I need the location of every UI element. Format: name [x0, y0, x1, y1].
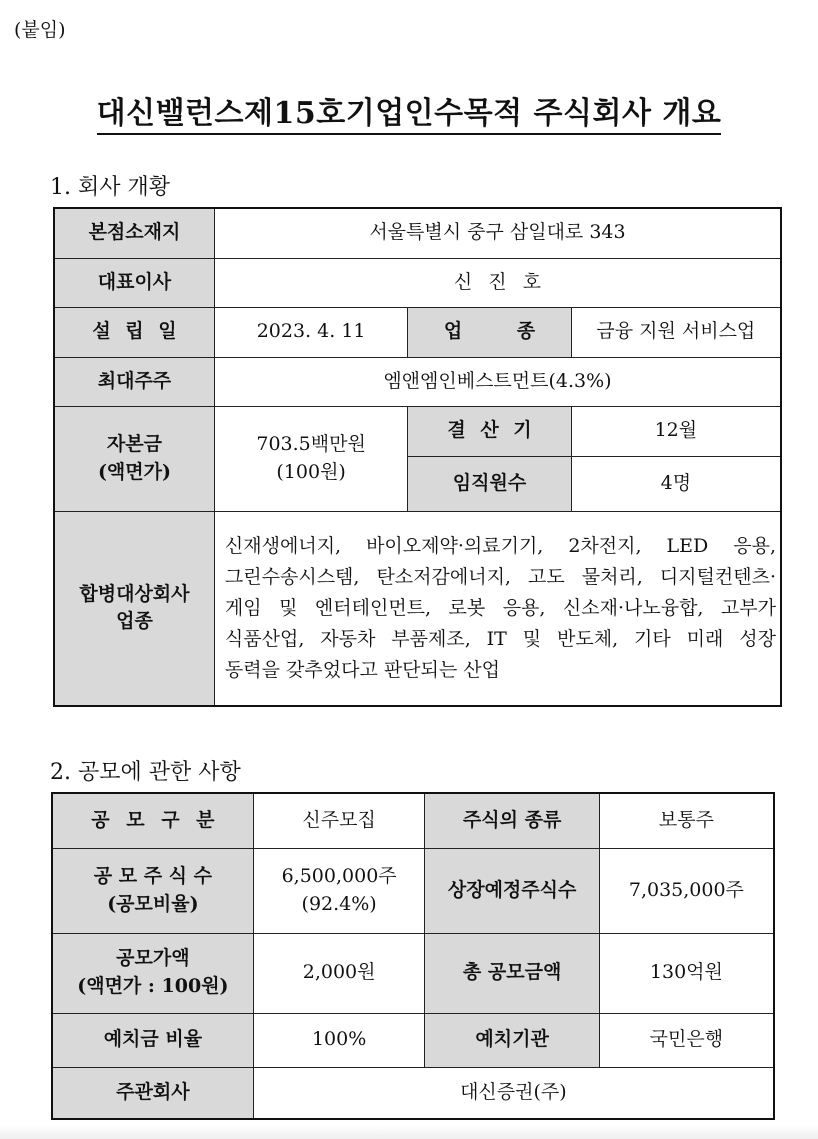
listed-shares-value: 7,035,000주	[599, 848, 774, 933]
section1-heading: 1. 회사 개황	[50, 175, 170, 200]
hq-value: 서울특별시 중구 삼일대로 343	[214, 208, 781, 258]
major-holder-value: 엠앤엠인베스트먼트(4.3%)	[214, 357, 781, 406]
offering-price-label	[52, 933, 253, 1013]
fiscal-value: 12월	[571, 406, 781, 456]
merger-industries	[214, 511, 781, 706]
row-founded	[54, 307, 781, 357]
merger-line: 식품산업, 자동차 부품제조, IT 및 반도체, 기타 미래 성장	[224, 627, 776, 650]
underwriter-value: 대신증권(주)	[253, 1067, 774, 1119]
row-deposit	[52, 1013, 774, 1067]
row-major-holder	[54, 357, 781, 406]
company-overview-table	[53, 207, 782, 707]
merger-label-line1: 합병대상회사	[79, 582, 190, 605]
offering-type-value: 신주모집	[253, 793, 425, 848]
offered-shares-label	[52, 848, 253, 933]
offering-price-label-line2: (액면가 : 100원)	[77, 975, 229, 997]
offered-shares-label-line2: (공모비율)	[107, 892, 199, 915]
fiscal-label: 결 산 기	[408, 406, 571, 456]
offering-table	[51, 792, 775, 1120]
offered-shares-value-line2: (92.4%)	[301, 892, 377, 915]
offering-type-label: 공 모 구 분	[52, 793, 253, 848]
industry-value: 금융 지원 서비스업	[571, 307, 781, 357]
offered-shares-value-line1: 6,500,000주	[281, 864, 397, 887]
merger-line: 동력을 갖추었다고 판단되는 산업	[224, 658, 500, 681]
merger-line: 게임 및 엔터테인먼트, 로봇 응용, 신소재·나노융합, 고부가	[224, 596, 776, 619]
offered-shares-label-line1: 공 모 주 식 수	[93, 864, 212, 887]
offered-shares-value	[253, 848, 425, 933]
row-offering-price	[52, 933, 774, 1013]
capital-value-line2: (100원)	[276, 460, 346, 483]
hq-label: 본점소재지	[54, 208, 214, 258]
deposit-ratio-label: 예치금 비율	[52, 1013, 253, 1067]
custodian-label: 예치기관	[425, 1013, 599, 1067]
founded-value: 2023. 4. 11	[214, 307, 407, 357]
stock-kind-label: 주식의 종류	[425, 793, 599, 848]
industry-label: 업 종	[408, 307, 571, 357]
row-merger-target	[54, 511, 781, 706]
capital-value-line1: 703.5백만원	[256, 432, 366, 455]
section2-heading: 2. 공모에 관한 사항	[50, 760, 241, 785]
row-hq	[54, 208, 781, 258]
employees-label: 임직원수	[408, 456, 571, 511]
founded-label: 설 립 일	[54, 307, 214, 357]
row-ceo	[54, 258, 781, 307]
listed-shares-label: 상장예정주식수	[425, 848, 599, 933]
page-bottom-edge	[0, 1125, 818, 1139]
offering-price-value: 2,000원	[253, 933, 425, 1013]
row-offered-shares	[52, 848, 774, 933]
underwriter-label: 주관회사	[52, 1067, 253, 1119]
attachment-label: (붙임)	[14, 19, 66, 41]
deposit-ratio-value: 100%	[253, 1013, 425, 1067]
merger-line: 신재생에너지, 바이오제약·의료기기, 2차전지, LED 응용,	[224, 534, 776, 557]
document-title	[0, 88, 818, 132]
capital-label-line1: 자본금	[106, 432, 162, 455]
merger-label	[54, 511, 214, 706]
total-offering-label: 총 공모금액	[425, 933, 599, 1013]
employees-value: 4명	[571, 456, 781, 511]
merger-label-line2: 업종	[116, 610, 153, 633]
capital-value	[214, 406, 407, 511]
ceo-label: 대표이사	[54, 258, 214, 307]
row-capital-fiscal	[54, 406, 781, 456]
capital-label-line2: (액면가)	[97, 460, 171, 483]
stock-kind-value: 보통주	[599, 793, 774, 848]
custodian-value: 국민은행	[599, 1013, 774, 1067]
document-title-text: 대신밸런스제15호기업인수목적 주식회사 개요	[97, 96, 722, 135]
merger-line: 그린수송시스템, 탄소저감에너지, 고도 물처리, 디지털컨텐츠·	[224, 565, 776, 588]
capital-label	[54, 406, 214, 511]
total-offering-value: 130억원	[599, 933, 774, 1013]
ceo-value: 신 진 호	[214, 258, 781, 307]
major-holder-label: 최대주주	[54, 357, 214, 406]
row-underwriter	[52, 1067, 774, 1119]
offering-price-label-line1: 공모가액	[116, 947, 190, 970]
row-offering-type	[52, 793, 774, 848]
